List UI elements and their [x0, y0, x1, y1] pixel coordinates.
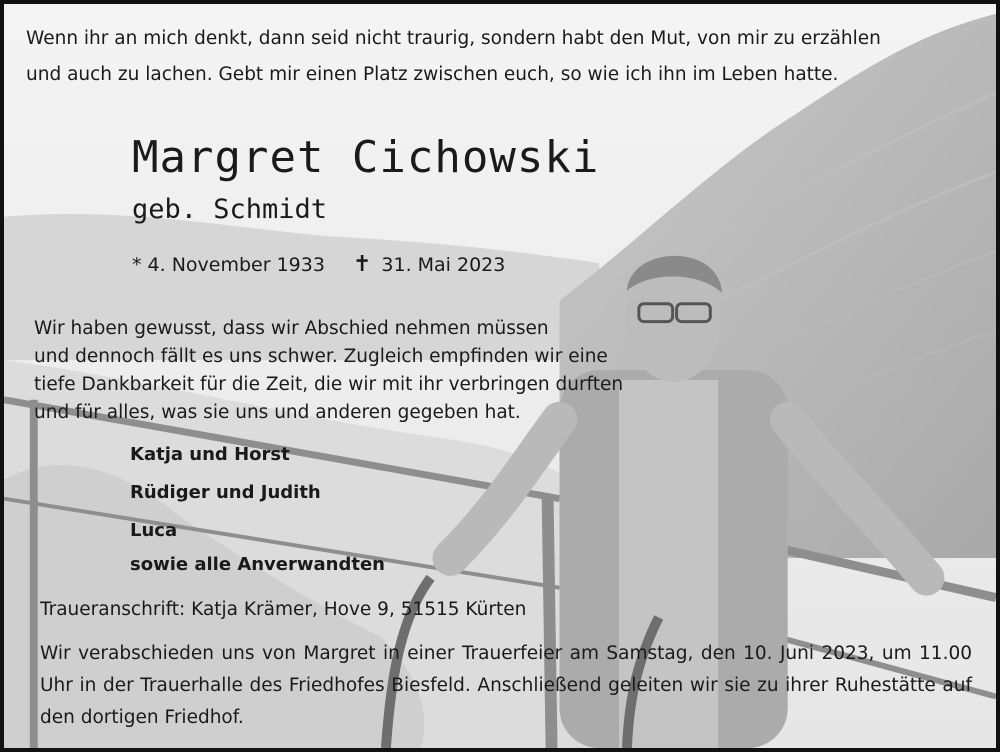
life-dates — [132, 252, 505, 277]
deceased-name: Margret Cichowski — [132, 132, 600, 183]
message-line-3: tiefe Dankbarkeit für die Zeit, die wir mit ihr verbringen durften — [34, 374, 624, 395]
cross-icon: ✝ — [352, 252, 372, 277]
message-line-4: und für alles, was sie uns und anderen gegeben hat. — [34, 402, 521, 423]
intro-line-1: Wenn ihr an mich denkt, dann seid nicht traurig, sondern habt den Mut, von mir zu erzählen — [26, 28, 881, 49]
death-date: 31. Mai 2023 — [381, 254, 506, 276]
intro-line-2: und auch zu lachen. Gebt mir einen Platz zwischen euch, so wie ich ihn im Leben hatte. — [26, 64, 839, 85]
family-member: Katja und Horst — [130, 444, 290, 465]
maiden-name: geb. Schmidt — [132, 194, 328, 225]
message-line-2: und dennoch fällt es uns schwer. Zugleich empfinden wir eine — [34, 346, 608, 367]
ceremony-info: Wir verabschieden uns von Margret in einer Trauerfeier am Samstag, den 10. Juni 2023, um 11.00 Uhr in der Trauerhalle des Friedhofes Biesfeld. Anschließend geleiten wir sie zu ihrer Ruhestätte auf den dortigen Friedhof. — [40, 643, 972, 728]
birth-date: * 4. November 1933 — [132, 254, 325, 276]
family-member: Luca — [130, 520, 178, 541]
family-member: Rüdiger und Judith — [130, 482, 321, 503]
family-member: sowie alle Anverwandten — [130, 554, 385, 575]
mourning-address: Traueranschrift: Katja Krämer, Hove 9, 51515 Kürten — [40, 599, 527, 620]
message-line-1: Wir haben gewusst, dass wir Abschied nehmen müssen — [34, 318, 549, 339]
